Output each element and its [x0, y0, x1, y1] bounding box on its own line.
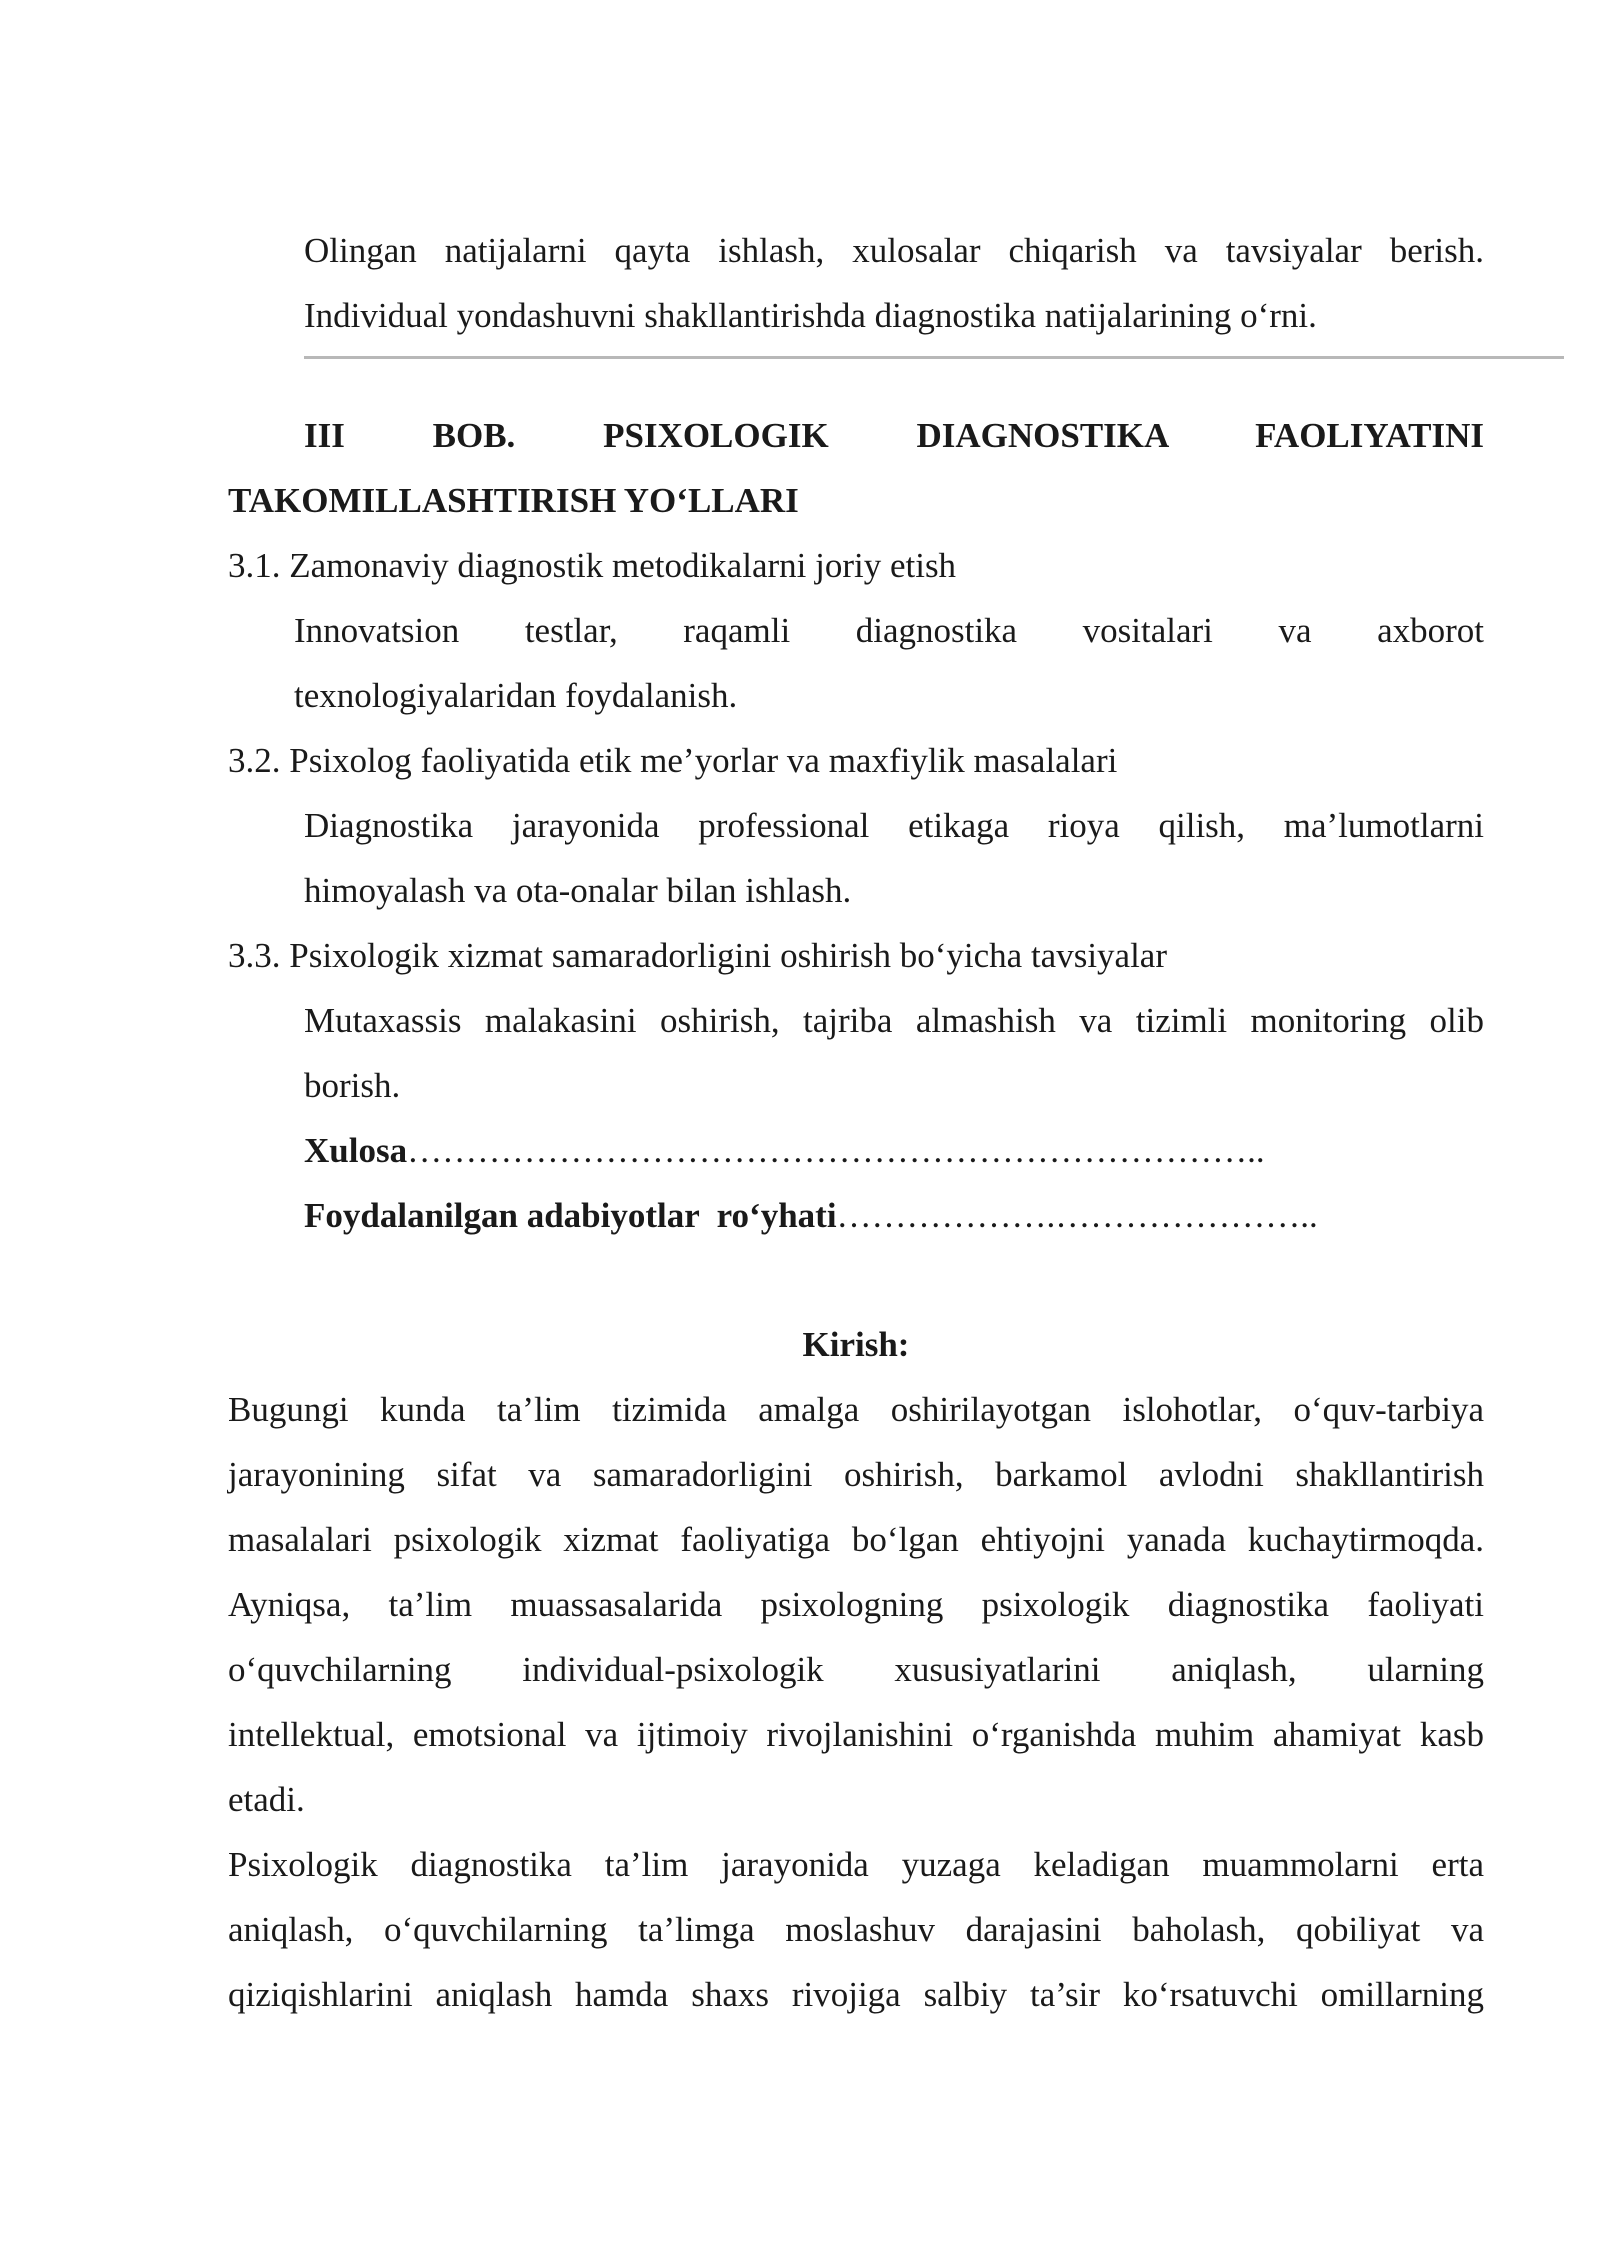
section-description: Mutaxassis malakasini oshirish, tajriba almashish va tizimli monitoring olib — [304, 1001, 1484, 1040]
paragraph-line: jarayonining sifat va samaradorligini oshirish, barkamol avlodni shakllantirish — [228, 1455, 1484, 1494]
paragraph-line: Ayniqsa, ta’lim muassasalarida psixologning psixologik diagnostika faoliyati — [228, 1585, 1484, 1624]
toc-line: Individual yondashuvni shakllantirishda diagnostika natijalarining o‘rni. — [304, 296, 1317, 335]
toc-line: Olingan natijalarni qayta ishlash, xulosalar chiqarish va tavsiyalar berish. — [304, 231, 1484, 270]
section-title: 3.2. Psixolog faoliyatida etik me’yorlar va maxfiylik masalalari — [228, 741, 1118, 780]
paragraph-line: qiziqishlarini aniqlash hamda shaxs rivojiga salbiy ta’sir ko‘rsatuvchi omillarning — [228, 1975, 1484, 2014]
section-description: texnologiyalaridan foydalanish. — [294, 676, 738, 715]
paragraph-line: Bugungi kunda ta’lim tizimida amalga oshirilayotgan islohotlar, o‘quv-tarbiya — [228, 1390, 1484, 1429]
leader-dots: ……………………………………………………………….. — [407, 1131, 1265, 1170]
divider-line — [304, 356, 1564, 359]
paragraph-line: masalalari psixologik xizmat faoliyatiga bo‘lgan ehtiyojni yanada kuchaytirmoqda. — [228, 1520, 1484, 1559]
conclusion-label: Xulosa — [304, 1131, 408, 1170]
section-title: 3.1. Zamonaviy diagnostik metodikalarni joriy etish — [228, 546, 957, 585]
section-description: himoyalash va ota-onalar bilan ishlash. — [304, 871, 852, 910]
toc-entry-conclusion — [304, 1128, 1265, 1174]
section-description: Diagnostika jarayonida professional etikaga rioya qilish, ma’lumotlarni — [304, 806, 1484, 845]
paragraph-line: etadi. — [228, 1780, 305, 1819]
chapter-title: III BOB. PSIXOLOGIK DIAGNOSTIKA FAOLIYATINI — [304, 416, 1484, 455]
toc-entry-references — [304, 1193, 1318, 1239]
chapter-title-continued: TAKOMILLASHTIRISH YO‘LLARI — [228, 481, 799, 520]
section-title: 3.3. Psixologik xizmat samaradorligini oshirish bo‘yicha tavsiyalar — [228, 936, 1168, 975]
paragraph-line: aniqlash, o‘quvchilarning ta’limga moslashuv darajasini baholash, qobiliyat va — [228, 1910, 1484, 1949]
leader-dots: ……………….………………….. — [836, 1196, 1318, 1235]
paragraph-line: o‘quvchilarning individual-psixologik xususiyatlarini aniqlash, ularning — [228, 1650, 1484, 1689]
intro-heading: Kirish: — [802, 1325, 910, 1364]
references-label: Foydalanilgan adabiyotlar ro‘yhati — [304, 1196, 837, 1235]
paragraph-line: Psixologik diagnostika ta’lim jarayonida yuzaga keladigan muammolarni erta — [228, 1845, 1484, 1884]
section-description: Innovatsion testlar, raqamli diagnostika vositalari va axborot — [294, 611, 1484, 650]
section-description: borish. — [304, 1066, 401, 1105]
paragraph-line: intellektual, emotsional va ijtimoiy rivojlanishini o‘rganishda muhim ahamiyat kasb — [228, 1715, 1484, 1754]
